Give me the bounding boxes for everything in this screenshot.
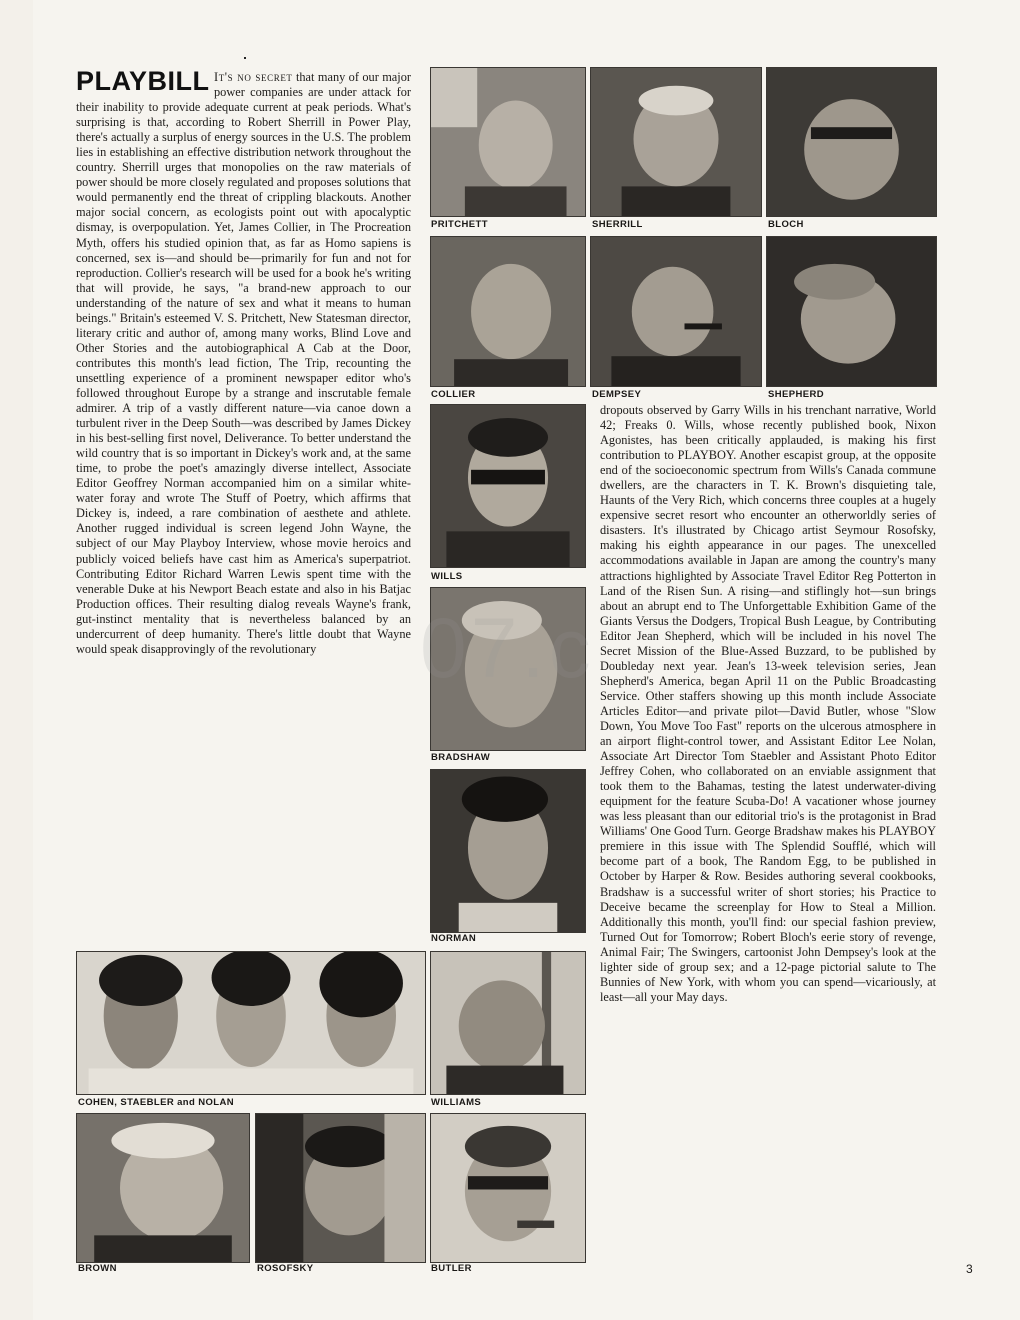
page-number: 3 (966, 1262, 973, 1276)
caption-brown: BROWN (78, 1263, 117, 1274)
caption-sherrill: SHERRILL (592, 219, 643, 230)
caption-bradshaw: BRADSHAW (431, 752, 491, 763)
caption-pritchett: PRITCHETT (431, 219, 488, 230)
article-column-left (76, 70, 411, 946)
caption-butler: BUTLER (431, 1263, 472, 1274)
photo-brown (76, 1113, 250, 1263)
caption-norman: NORMAN (431, 933, 477, 944)
photo-williams (430, 951, 586, 1095)
photo-dempsey (590, 236, 762, 387)
photo-bradshaw (430, 587, 586, 751)
caption-williams: WILLIAMS (431, 1097, 482, 1108)
lead-in: It's no secret (214, 70, 293, 84)
photo-cohen-staebler-nolan (76, 951, 426, 1095)
caption-cohen-staebler-nolan: COHEN, STAEBLER and NOLAN (78, 1097, 235, 1108)
caption-dempsey: DEMPSEY (592, 389, 642, 400)
article-body-right: dropouts observed by Garry Wills in his trenchant narrative, World 42; Freaks 0. Wills, whose recently published book, Nixon Agonistes, has been critically applauded, is making his first contribution to PLAYBOY. Another escapist group, at the opposite end of the socioeconomic spectrum from Wills's Canada commune dwellers, are the characters in T. K. Brown's disquieting tale, Haunts of the Very Rich, which concerns three couples at a hugely expensive secret resort who encounter an otherworldly series of disasters. It's illustrated by Chicago artist Seymour Rosofsky, making his eighth appearance in our pages. The unexcelled accommodations available in Japan are among the country's many attractions highlighted by Associate Travel Editor Reg Potterton in Land of the Risen Sun. A rising—and stiflingly hot—sun brings about an abrupt end to The Unforgettable Exhibition Game of the Giants Versus the Dodgers, Tropical Bush League, by Contributing Editor Jean Shepherd, which will be included in his novel The Secret Mission of the Blue-Assed Buzzard, to be published by Doubleday next year. Jean's 13-week television series, Jean Shepherd's America, began April 11 on the Public Broadcasting Service. Other staffers showing up this month include Associate Articles Editor—and private pilot—David Butler, whose "Slow Down, You Move Too Fast" reports on the ulcerous atmosphere in an airport flight-control tower, and Assistant Editor Lee Nolan, Associate Art Director Tom Staebler and Assistant Photo Editor Jeffrey Cohen, who collaborated on an enviable assignment that took them to the Bahamas, testing the latest underwater-diving equipment for the feature Scuba-Do! A vacationer whose journey was less pleasant than our editorial trio's is the protagonist in Brad Williams' One Good Turn. George Bradshaw makes his PLAYBOY premiere in this issue with The Splendid Soufflé, which will become part of a book, The Random Egg, to be published in October by Harper & Row. Besides authoring several cookbooks, Bradshaw is a successful writer of short stories; his Practice to Deceive became the screenplay for How to Steal a Million. Additionally this month, you'll find: our special fashion preview, Turned Out for Tomorrow; Robert Bloch's eerie story of revenge, Animal Fair; The Swingers, cartoonist John Dempsey's look at the lighter side of group sex; and a 12-page pictorial salute to The Bunnies of New York, with whom you can spend—vicariously, at least—all your May days. (600, 403, 936, 1004)
section-title: PLAYBILL (76, 66, 210, 96)
print-speck (244, 57, 246, 59)
photo-rosofsky (255, 1113, 426, 1263)
title-indent-spacer (76, 70, 214, 98)
photo-norman (430, 769, 586, 933)
photo-shepherd (766, 236, 937, 387)
caption-shepherd: SHEPHERD (768, 389, 824, 400)
photo-butler (430, 1113, 586, 1263)
article-column-right (600, 403, 936, 1288)
caption-bloch: BLOCH (768, 219, 804, 230)
photo-bloch (766, 67, 937, 217)
article-text-left (76, 70, 411, 657)
photo-pritchett (430, 67, 586, 217)
photo-wills (430, 404, 586, 568)
photo-sherrill (590, 67, 762, 217)
article-body-left: that many of our major power companies are under attack for their inability to provide adequate current at peak periods. What's surprising is that, according to Robert Sherrill in Power Play, there's actually a surplus of energy sources in the U.S. The problem lies in establishing an effective distribution network throughout the country. Sherrill urges that monopolies on the raw materials of power should be more closely regulated and proposes solutions that would permanently end the threat of crippling blackouts. Another major social concern, as ecologists point out with apocalyptic dismay, is overpopulation. Yet, James Collier, in The Procreation Myth, offers his studied opinion that, as far as Homo sapiens is concerned, sex is—and should be—primarily for fun and not for reproduction. Collier's research will be used for a book he's writing that will provide, he says, "a brand-new approach to our understanding of the nature of sex and what it means to human beings." Britain's esteemed V. S. Pritchett, New Statesman director, literary critic and author of, among many works, Blind Love and Other Stories and the autobiographical A Cab at the Door, contributes this month's lead fiction, The Trip, recounting the unsettling experience of a prominent newspaper editor who's followed throughout Europe by a strange and inscrutable female admirer. A trip of a vastly different nature—via canoe down a turbulent river in the Deep South—was described by James Dickey in his best-selling first novel, Deliverance. To better understand the wild country that is so important in Dickey's work and, at the same time, to probe the poet's amazingly diverse intellect, Associate Editor Geoffrey Norman accompanied him on a similar white-water foray and wrote The Stuff of Poetry, which affirms that Dickey is, indeed, a rare combination of aesthete and athlete. Another rugged individual is screen legend John Wayne, the subject of our May Playboy Interview, whose movie heroics and publicly voiced beliefs have cast him as America's superpatriot. Contributing Editor Richard Warren Lewis spent time with the venerable Duke at his Newport Beach estate and also in his Batjac Production offices. Their resulting dialog reveals Wayne's frank, gut-instinct mentality that is nevertheless balanced by an undercurrent of deep humanity. There's little doubt that Wayne would speak disapprovingly of the revolutionary (76, 70, 411, 656)
caption-collier: COLLIER (431, 389, 476, 400)
caption-wills: WILLS (431, 571, 463, 582)
caption-rosofsky: ROSOFSKY (257, 1263, 314, 1274)
photo-collier (430, 236, 586, 387)
